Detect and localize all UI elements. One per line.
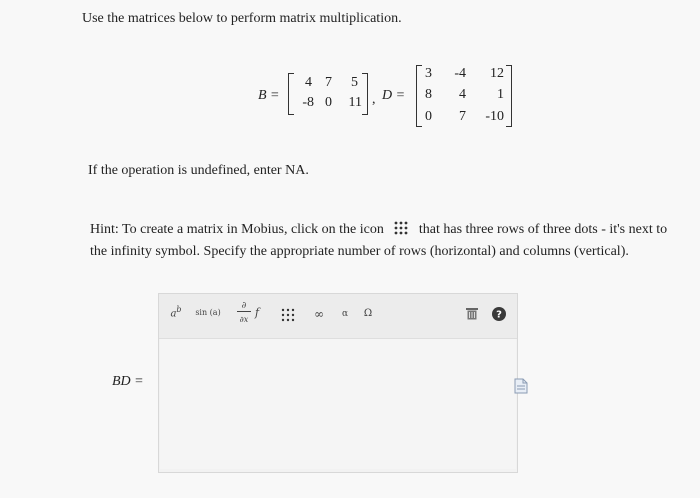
function-f: f: [255, 306, 260, 319]
matrix-b-cell: 0: [325, 95, 332, 110]
hint-text-part2: that has three rows of three dots - it's next to: [418, 222, 668, 237]
trash-icon: [466, 307, 478, 320]
matrix-d-cell: -10: [485, 109, 504, 124]
math-editor: [158, 293, 518, 473]
matrix-button[interactable]: [277, 305, 299, 327]
hint-text-part1: Hint: To create a matrix in Mobius, click on the icon: [90, 222, 384, 237]
matrix-b-cell: 5: [351, 75, 358, 90]
matrix-d-right-bracket: [506, 65, 512, 127]
partial-numerator: ∂: [237, 301, 251, 312]
matrix-d-cell: 8: [425, 87, 432, 102]
delete-button[interactable]: [463, 307, 481, 329]
answer-input[interactable]: [160, 339, 516, 469]
answer-label: BD =: [112, 374, 144, 389]
matrix-d-cell: -4: [454, 66, 466, 81]
matrix-b-cell: 7: [325, 75, 332, 90]
matrix-d-cell: 0: [425, 109, 432, 124]
matrix-dots-toolbar-icon: [281, 308, 295, 322]
matrix-d-cell: 7: [459, 109, 466, 124]
help-icon: [492, 307, 506, 321]
power-button-sup: b: [176, 305, 182, 314]
svg-text:?: ?: [496, 309, 502, 321]
matrix-separator: ,: [372, 92, 376, 107]
matrix-b-cell: -8: [302, 95, 314, 110]
matrix-d-cell: 12: [490, 66, 504, 81]
alpha-button[interactable]: α: [341, 309, 349, 319]
help-button[interactable]: [491, 307, 507, 329]
power-button-base: a: [170, 308, 177, 320]
hint-line-1: [90, 220, 667, 238]
hint-line-2: the infinity symbol. Specify the appropriate number of rows (horizontal) and columns (vertical).: [90, 244, 629, 259]
partial-denominator: ∂x: [239, 315, 249, 324]
matrix-b-cell: 4: [305, 75, 312, 90]
matrix-d: [416, 65, 516, 129]
matrix-d-label: D =: [382, 88, 406, 103]
derivative-button[interactable]: [233, 301, 267, 323]
na-note: If the operation is undefined, enter NA.: [88, 163, 309, 178]
omega-button[interactable]: Ω: [363, 308, 373, 319]
sin-button[interactable]: sin (a): [195, 308, 221, 317]
matrix-b-cell: 11: [348, 95, 362, 110]
matrix-d-cell: 4: [459, 87, 466, 102]
matrix-b-label: B =: [258, 88, 280, 103]
matrix-b: [288, 73, 374, 117]
power-button[interactable]: [163, 305, 189, 327]
math-toolbar: [159, 294, 517, 339]
preview-button[interactable]: [514, 378, 528, 394]
matrix-d-cell: 3: [425, 66, 432, 81]
matrix-dots-icon: [393, 220, 409, 236]
matrix-b-right-bracket: [362, 73, 368, 115]
infinity-button[interactable]: ∞: [314, 307, 324, 321]
question-intro: Use the matrices below to perform matrix multiplication.: [82, 11, 402, 26]
preview-doc-icon: [514, 378, 528, 394]
matrix-d-cell: 1: [497, 87, 504, 102]
